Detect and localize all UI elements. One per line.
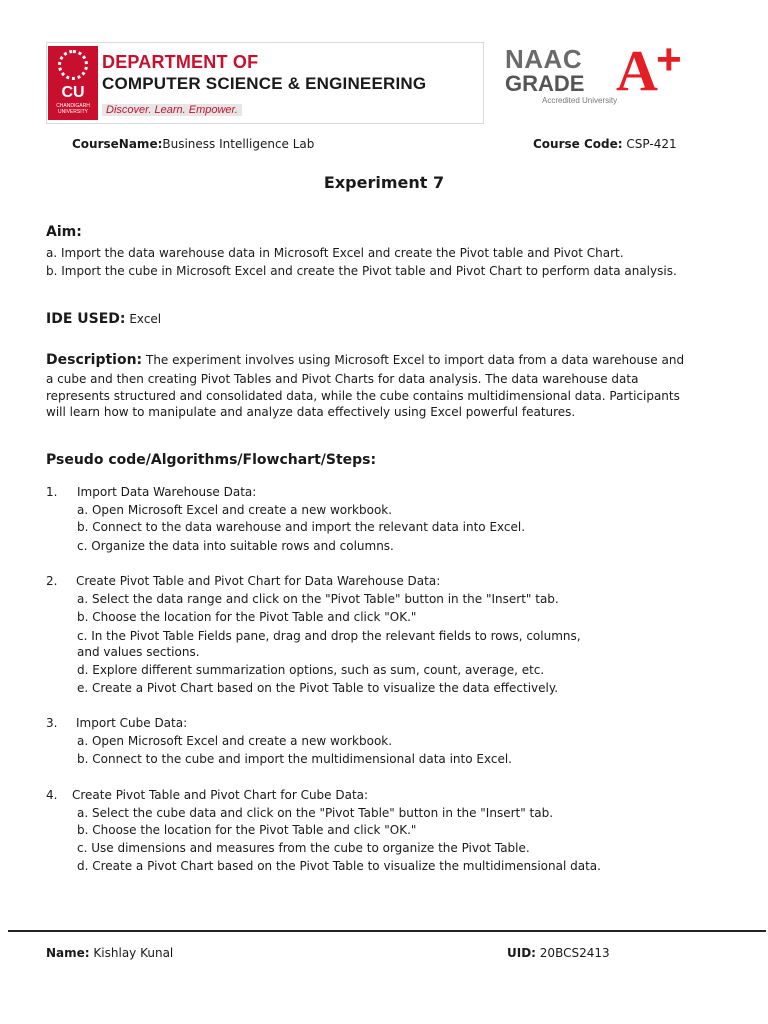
step-title: Create Pivot Table and Pivot Chart for Data Warehouse Data: (76, 574, 441, 588)
step-title: Create Pivot Table and Pivot Chart for Cube Data: (72, 788, 369, 802)
description-line: a cube and then creating Pivot Tables and Pivot Charts for data analysis. The data warehouse data (46, 372, 639, 386)
student-uid (507, 946, 610, 960)
name-label: Name: (46, 946, 90, 960)
description-label: Description: (46, 352, 143, 368)
step-item: b. Choose the location for the Pivot Table and click "OK." (77, 610, 417, 624)
student-name (46, 946, 173, 960)
course-code-value: CSP-421 (626, 137, 677, 151)
steps-heading: Pseudo code/Algorithms/Flowchart/Steps: (46, 452, 377, 468)
aim-line: a. Import the data warehouse data in Microsoft Excel and create the Pivot table and Pivot Chart. (46, 246, 624, 260)
step-item: a. Select the cube data and click on the "Pivot Table" button in the "Insert" tab. (77, 806, 554, 820)
description-first-line (46, 353, 684, 367)
naac-accredited-text: Accredited University (542, 96, 618, 105)
naac-label: NAAC (505, 44, 583, 74)
step-item: a. Open Microsoft Excel and create a new workbook. (77, 503, 393, 517)
step-item: d. Explore different summarization options, such as sum, count, average, etc. (77, 663, 545, 677)
step-title: Import Data Warehouse Data: (77, 485, 257, 499)
department-title-line1: DEPARTMENT OF (102, 52, 259, 72)
course-name (72, 137, 314, 151)
step-item: and values sections. (77, 645, 200, 659)
gear-emblem-icon (58, 50, 88, 80)
name-value: Kishlay Kunal (93, 946, 174, 960)
step-item: a. Open Microsoft Excel and create a new workbook. (77, 734, 393, 748)
course-name-value: Business Intelligence Lab (162, 137, 315, 151)
step-item: b. Connect to the cube and import the multidimensional data into Excel. (77, 752, 512, 766)
step-item: d. Create a Pivot Chart based on the Pivot Table to visualize the multidimensional data. (77, 859, 601, 873)
step-number: 2. (46, 574, 58, 588)
step-number: 3. (46, 716, 58, 730)
step-item: b. Choose the location for the Pivot Table and click "OK." (77, 823, 417, 837)
aim-heading: Aim: (46, 224, 82, 240)
step-number: 1. (46, 485, 58, 499)
course-code-label: Course Code: (533, 137, 623, 151)
step-number: 4. (46, 788, 58, 802)
description-line: The experiment involves using Microsoft Excel to import data from a data warehouse and (145, 353, 685, 367)
step-item: c. Use dimensions and measures from the cube to organize the Pivot Table. (77, 841, 530, 855)
course-code (533, 137, 677, 151)
aim-line: b. Import the cube in Microsoft Excel and create the Pivot table and Pivot Chart to perform data analysis. (46, 264, 677, 278)
description-line: represents structured and consolidated data, while the cube contains multidimensional data. Participants (46, 389, 680, 403)
step-item: c. In the Pivot Table Fields pane, drag and drop the relevant fields to rows, columns, (77, 629, 581, 643)
step-item: c. Organize the data into suitable rows and columns. (77, 539, 394, 553)
naac-grade-plus: + (656, 35, 682, 84)
step-item: b. Connect to the data warehouse and import the relevant data into Excel. (77, 520, 526, 534)
logo-text: CU (61, 84, 85, 101)
ide-label: IDE USED: (46, 311, 126, 327)
naac-grade-label: GRADE (505, 71, 585, 96)
uid-label: UID: (507, 946, 536, 960)
tagline: Discover. Learn. Empower. (102, 104, 242, 116)
ide-used (46, 312, 161, 326)
step-title: Import Cube Data: (76, 716, 188, 730)
step-item: e. Create a Pivot Chart based on the Pivot Table to visualize the data effectively. (77, 681, 559, 695)
ide-value: Excel (129, 312, 162, 326)
course-name-label: CourseName: (72, 137, 163, 151)
uid-value: 20BCS2413 (539, 946, 610, 960)
description-line: will learn how to manipulate and analyze data effectively using Excel powerful features. (46, 405, 576, 419)
department-title-line2: COMPUTER SCIENCE & ENGINEERING (102, 74, 427, 93)
logo-subtext: CHANDIGARH UNIVERSITY (56, 103, 90, 115)
footer-divider (8, 930, 766, 932)
page-title: Experiment 7 (323, 173, 445, 192)
step-item: a. Select the data range and click on the "Pivot Table" button in the "Insert" tab. (77, 592, 559, 606)
naac-grade-letter: A (616, 38, 658, 103)
